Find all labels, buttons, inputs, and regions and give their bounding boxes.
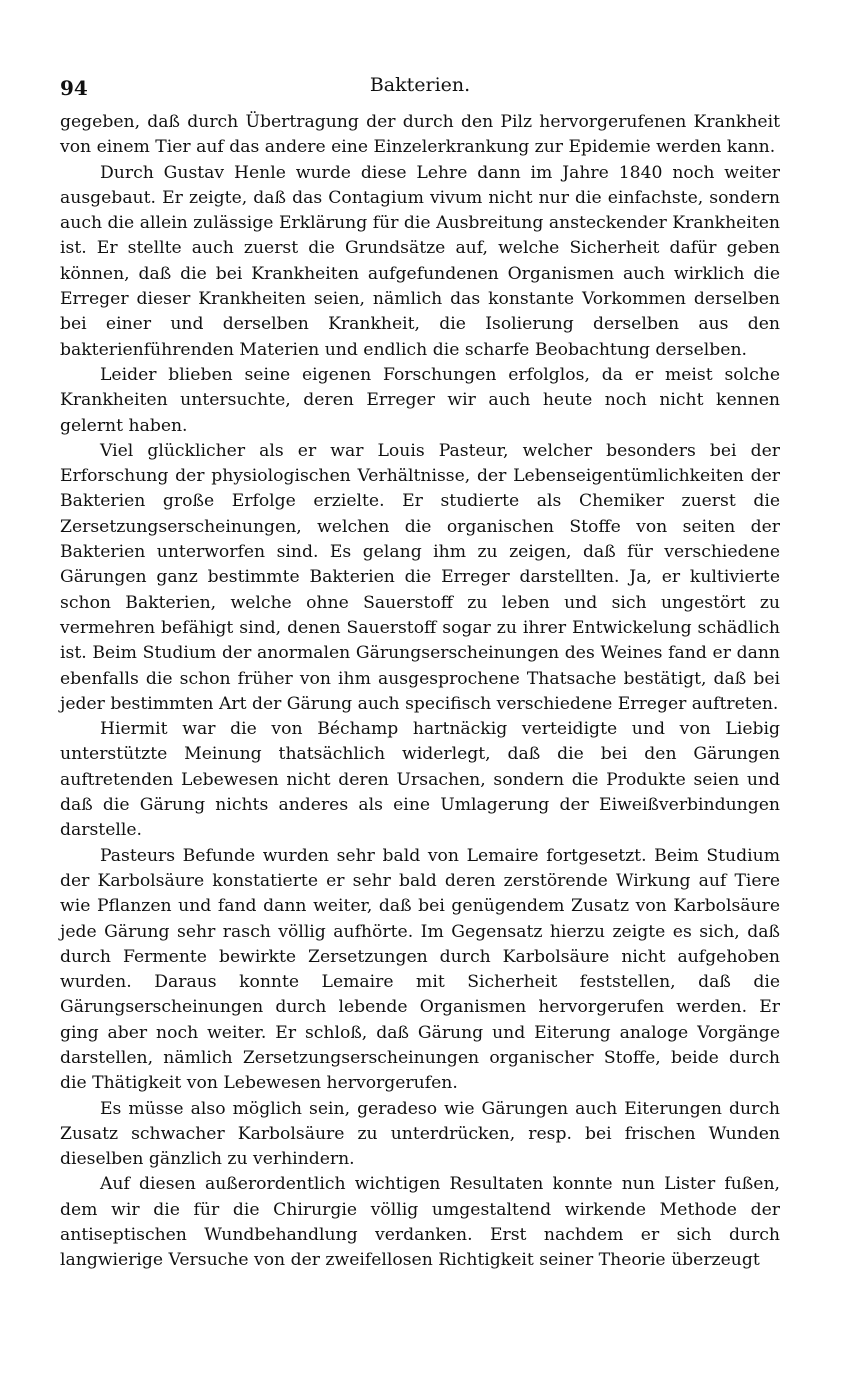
paragraph-3: Leider blieben seine eigenen Forschungen erfolglos, da er meist solche Krankheiten untersuchte, deren Erreger wir auch heute noch nicht kennen gelernt haben.	[60, 364, 780, 436]
body-text	[60, 110, 780, 1274]
paragraph-7: Es müsse also möglich sein, geradeso wie Gärungen auch Eiterungen durch Zusatz schwacher Karbolsäure zu unterdrücken, resp. bei frischen Wunden dieselben gänzlich zu verhindern.	[60, 1098, 780, 1170]
page-header	[60, 70, 780, 100]
paragraph-1: gegeben, daß durch Übertragung der durch den Pilz hervorgerufenen Krankheit von einem Tier auf das andere eine Einzelerkrankung zur Epidemie werden kann.	[60, 112, 780, 158]
paragraph-2: Durch Gustav Henle wurde diese Lehre dann im Jahre 1840 noch weiter ausgebaut. Er zeigte, daß das Contagium vivum nicht nur die einfachste, sondern auch die allein zulässige Erklärung für die Ausbreitung ansteckender Krankheiten ist. Er stellte auch zuerst die Grundsätze auf, welche Sicherheit dafür geben können, daß die bei Krankheiten aufgefundenen Organismen auch wirklich die Erreger dieser Krankheiten seien, nämlich das konstante Vorkommen derselben bei einer und derselben Krankheit, die Isolierung derselben aus den bakterienführenden Materien und endlich die scharfe Beobachtung derselben.	[60, 162, 780, 360]
paragraph-5: Hiermit war die von Béchamp hartnäckig verteidigte und von Liebig unterstützte Meinung thatsächlich widerlegt, daß die bei den Gärungen auftretenden Lebewesen nicht deren Ursachen, sondern die Produkte seien und daß die Gärung nichts anderes als eine Umlagerung der Eiweißverbindungen darstelle.	[60, 719, 780, 841]
paragraph-8: Auf diesen außerordentlich wichtigen Resultaten konnte nun Lister fußen, dem wir die für die Chirurgie völlig umgestaltend wirkende Methode der antiseptischen Wundbehandlung verdanken. Erst nachdem er sich durch langwierige Versuche von der zweifellosen Richtigkeit seiner Theorie überzeugt	[60, 1174, 780, 1271]
paragraph-6: Pasteurs Befunde wurden sehr bald von Lemaire fortgesetzt. Beim Studium der Karbolsäure konstatierte er sehr bald deren zerstörende Wirkung auf Tiere wie Pflanzen und fand dann weiter, daß bei genügendem Zusatz von Karbolsäure jede Gärung sehr rasch völlig aufhörte. Im Gegensatz hierzu zeigte es sich, daß durch Fermente bewirkte Zersetzungen durch Karbolsäure nicht aufgehoben wurden. Daraus konnte Lemaire mit Sicherheit feststellen, daß die Gärungserscheinungen durch lebende Organismen hervorgerufen werden. Er ging aber noch weiter. Er schloß, daß Gärung und Eiterung analoge Vorgänge darstellen, nämlich Zersetzungserscheinungen organischer Stoffe, beide durch die Thätigkeit von Lebewesen hervorgerufen.	[60, 845, 780, 1094]
paragraph-4: Viel glücklicher als er war Louis Pasteur, welcher besonders bei der Erforschung der physiologischen Verhältnisse, der Lebenseigentümlichkeiten der Bakterien große Erfolge erzielte. Er studierte als Chemiker zuerst die Zersetzungserscheinungen, welchen die organischen Stoffe von seiten der Bakterien unterworfen sind. Es gelang ihm zu zeigen, daß für verschiedene Gärungen ganz bestimmte Bakterien die Erreger darstellten. Ja, er kultivierte schon Bakterien, welche ohne Sauerstoff zu leben und sich ungestört zu vermehren befähigt sind, denen Sauerstoff sogar zu ihrer Entwickelung schädlich ist. Beim Studium der anormalen Gärungserscheinungen des Weines fand er dann ebenfalls die schon früher von ihm ausgesprochene Thatsache bestätigt, daß bei jeder bestimmten Art der Gärung auch specifisch verschiedene Erreger auftreten.	[60, 440, 780, 714]
running-head: Bakterien.	[369, 74, 471, 96]
book-page	[60, 70, 780, 1274]
page-number: 94	[60, 76, 88, 100]
